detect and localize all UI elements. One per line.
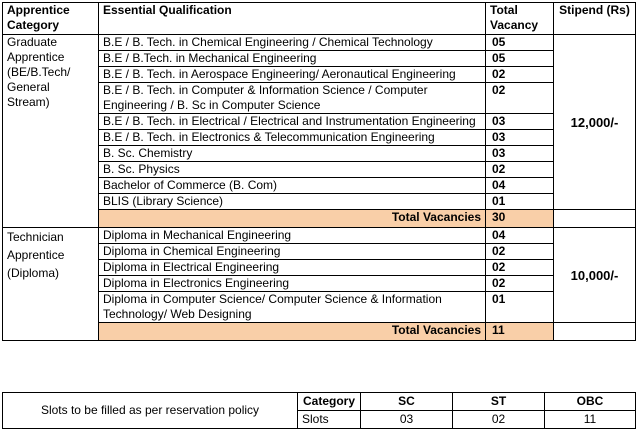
reservation-caption: Slots to be filled as per reservation policy <box>3 393 298 429</box>
qualification-cell: BLIS (Library Science) <box>99 194 486 210</box>
vacancy-cell: 02 <box>486 244 554 260</box>
qualification-cell: B. Sc. Chemistry <box>99 146 486 162</box>
total-value: 30 <box>486 210 554 228</box>
category-graduate <box>3 35 99 210</box>
category-line: (BE/B.Tech/ <box>7 65 71 79</box>
qualification-cell: B.E / B. Tech. in Electronics & Telecommunication Engineering <box>99 130 486 146</box>
qualification-cell: Bachelor of Commerce (B. Com) <box>99 178 486 194</box>
apprentice-table <box>2 2 636 341</box>
category-line: Technician <box>7 230 64 244</box>
reservation-column-obc: OBC <box>545 393 636 411</box>
total-row-technician <box>3 323 636 341</box>
vacancy-cell: 05 <box>486 51 554 67</box>
header-vacancy: Total Vacancy <box>486 3 554 35</box>
qualification-cell: B. Sc. Physics <box>99 162 486 178</box>
category-technician <box>3 228 99 323</box>
category-line: Apprentice <box>7 50 65 64</box>
vacancy-cell: 02 <box>486 162 554 178</box>
vacancy-cell: 02 <box>486 67 554 83</box>
qualification-cell: Diploma in Mechanical Engineering <box>99 228 486 244</box>
reservation-slots-label: Slots <box>298 411 361 429</box>
vacancy-cell: 04 <box>486 178 554 194</box>
vacancy-cell: 01 <box>486 194 554 210</box>
reservation-column-st: ST <box>453 393 545 411</box>
qualification-cell: B.E / B. Tech. in Computer & Information Science / Computer Engineering / B. Sc in Computer Science <box>99 83 486 114</box>
reservation-value-st: 02 <box>453 411 545 429</box>
header-stipend: Stipend (Rs) <box>554 3 636 35</box>
reservation-value-sc: 03 <box>361 411 453 429</box>
qualification-cell: B.E / B. Tech. in Electrical / Electrical and Instrumentation Engineering <box>99 114 486 130</box>
reservation-column-sc: SC <box>361 393 453 411</box>
reservation-category-label: Category <box>298 393 361 411</box>
reservation-header-row <box>3 393 636 411</box>
category-spacer <box>3 210 99 228</box>
qualification-cell: Diploma in Electrical Engineering <box>99 260 486 276</box>
category-line: (Diploma) <box>7 266 60 280</box>
vacancy-cell: 03 <box>486 146 554 162</box>
total-row-graduate <box>3 210 636 228</box>
qualification-cell: B.E / B. Tech. in Aerospace Engineering/ Aeronautical Engineering <box>99 67 486 83</box>
reservation-table <box>2 392 636 429</box>
header-category: Apprentice Category <box>3 3 99 35</box>
vacancy-cell: 01 <box>486 292 554 323</box>
reservation-value-obc: 11 <box>545 411 636 429</box>
stipend-spacer <box>554 210 636 228</box>
table-row <box>3 228 636 244</box>
vacancy-cell: 03 <box>486 130 554 146</box>
vacancy-cell: 05 <box>486 35 554 51</box>
header-row <box>3 3 636 35</box>
vacancy-cell: 02 <box>486 276 554 292</box>
table-row <box>3 35 636 51</box>
total-label: Total Vacancies <box>99 210 486 228</box>
category-line: Graduate <box>7 35 58 49</box>
category-line: Apprentice <box>7 248 65 262</box>
vacancy-cell: 02 <box>486 260 554 276</box>
category-spacer <box>3 323 99 341</box>
qualification-cell: Diploma in Chemical Engineering <box>99 244 486 260</box>
category-line: General Stream) <box>7 80 50 109</box>
vacancy-cell: 04 <box>486 228 554 244</box>
qualification-cell: Diploma in Electronics Engineering <box>99 276 486 292</box>
stipend-spacer <box>554 323 636 341</box>
total-value: 11 <box>486 323 554 341</box>
vacancy-cell: 02 <box>486 83 554 114</box>
header-qualification: Essential Qualification <box>99 3 486 35</box>
qualification-cell: B.E / B.Tech. in Mechanical Engineering <box>99 51 486 67</box>
stipend-graduate: 12,000/- <box>554 35 636 210</box>
total-label: Total Vacancies <box>99 323 486 341</box>
stipend-technician: 10,000/- <box>554 228 636 323</box>
qualification-cell: Diploma in Computer Science/ Computer Science & Information Technology/ Web Designing <box>99 292 486 323</box>
qualification-cell: B.E / B. Tech. in Chemical Engineering / Chemical Technology <box>99 35 486 51</box>
vacancy-cell: 03 <box>486 114 554 130</box>
